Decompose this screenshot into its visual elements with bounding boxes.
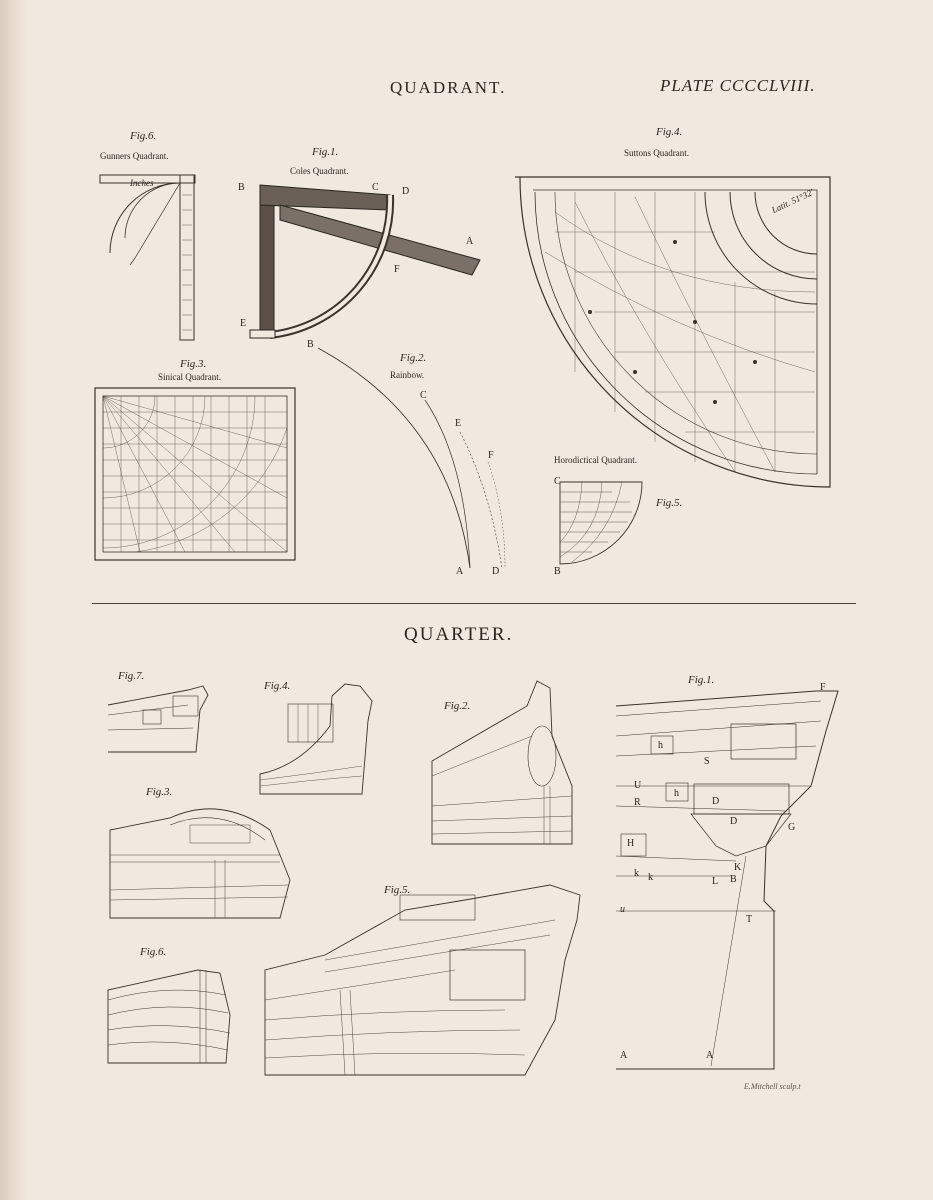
quarter-fig7-label: Fig.7. <box>118 670 145 682</box>
quarter-fig5-drawing <box>265 880 585 1075</box>
fig6-label: Fig.6. <box>130 130 157 142</box>
rainbow-letter-f: F <box>488 450 494 461</box>
rainbow-letter-e: E <box>455 418 462 429</box>
hull-letter-l: L <box>712 876 719 887</box>
coles-letter-b: B <box>238 182 245 193</box>
fig4-inscription: Latit. 51°32′ <box>769 186 816 216</box>
hull-letter-b: B <box>730 874 737 885</box>
hull-letter-r: R <box>634 797 641 808</box>
section-divider <box>92 603 856 604</box>
plate-title: QUADRANT. <box>390 78 507 97</box>
fig4-label: Fig.4. <box>656 126 683 138</box>
horodictical-quadrant-drawing <box>552 472 652 572</box>
hull-letter-h-upper: H <box>627 838 635 849</box>
coles-letter-f: F <box>394 264 400 275</box>
coles-letter-d: D <box>402 186 410 197</box>
fig2-label: Fig.2. <box>400 352 427 364</box>
hull-letter-s: S <box>704 756 710 767</box>
fig3-label: Fig.3. <box>180 358 207 370</box>
fig4-caption: Suttons Quadrant. <box>624 148 689 158</box>
suttons-quadrant-drawing <box>515 172 835 492</box>
quarter-fig1-label: Fig.1. <box>688 674 715 686</box>
quarter-fig7-drawing <box>108 680 213 755</box>
fig3-caption: Sinical Quadrant. <box>158 372 221 382</box>
quarter-fig5-label: Fig.5. <box>384 884 411 896</box>
fig5-label: Fig.5. <box>656 497 683 509</box>
quarter-fig6-label: Fig.6. <box>140 946 167 958</box>
quarter-fig3-label: Fig.3. <box>146 786 173 798</box>
coles-letter-e: E <box>240 318 247 329</box>
hull-letter-d1: D <box>712 796 720 807</box>
quarter-fig6-drawing <box>108 965 233 1065</box>
gunners-quadrant-drawing <box>100 170 200 345</box>
hull-letter-h2: h <box>674 788 679 799</box>
rainbow-letter-b: B <box>307 339 314 350</box>
horo-letter-c: C <box>554 476 561 487</box>
hull-letter-g: G <box>788 822 796 833</box>
quarter-title: QUARTER. <box>404 624 514 645</box>
fig6-caption: Gunners Quadrant. <box>100 151 169 161</box>
quarter-fig2-drawing <box>432 676 577 846</box>
horo-letter-b: B <box>554 566 561 577</box>
quarter-fig4-label: Fig.4. <box>264 680 291 692</box>
plate-number: PLATE CCCCLVIII. <box>660 76 816 95</box>
coles-letter-a: A <box>466 236 474 247</box>
hull-letter-a2: A <box>706 1050 714 1061</box>
hull-letter-k2: k <box>648 872 653 883</box>
hull-letter-h1: h <box>658 740 663 751</box>
sinical-quadrant-drawing <box>95 388 300 563</box>
hull-letter-u-lower: u <box>620 904 625 915</box>
quarter-fig2-label: Fig.2. <box>444 700 471 712</box>
fig1-caption: Coles Quadrant. <box>290 166 349 176</box>
hull-letter-k1: k <box>634 868 639 879</box>
hull-letter-a1: A <box>620 1050 628 1061</box>
fig1-label: Fig.1. <box>312 146 339 158</box>
hull-letter-d2: D <box>730 816 738 827</box>
hull-letter-k-upper: K <box>734 862 742 873</box>
hull-letter-u: U <box>634 780 642 791</box>
coles-quadrant-drawing <box>240 180 500 345</box>
fig6-scale-label: Inches <box>130 178 154 188</box>
coles-letter-c: C <box>372 182 379 193</box>
fig5-caption: Horodictical Quadrant. <box>554 455 637 465</box>
hull-letter-t: T <box>746 914 753 925</box>
quarter-fig4-drawing <box>260 676 380 796</box>
hull-letter-f: F <box>820 682 826 693</box>
fig2-caption: Rainbow. <box>390 370 425 380</box>
engraver-credit: E.Mitchell sculp.t <box>744 1082 801 1091</box>
rainbow-letter-c: C <box>420 390 427 401</box>
rainbow-letter-d: D <box>492 566 500 577</box>
rainbow-letter-a: A <box>456 566 464 577</box>
